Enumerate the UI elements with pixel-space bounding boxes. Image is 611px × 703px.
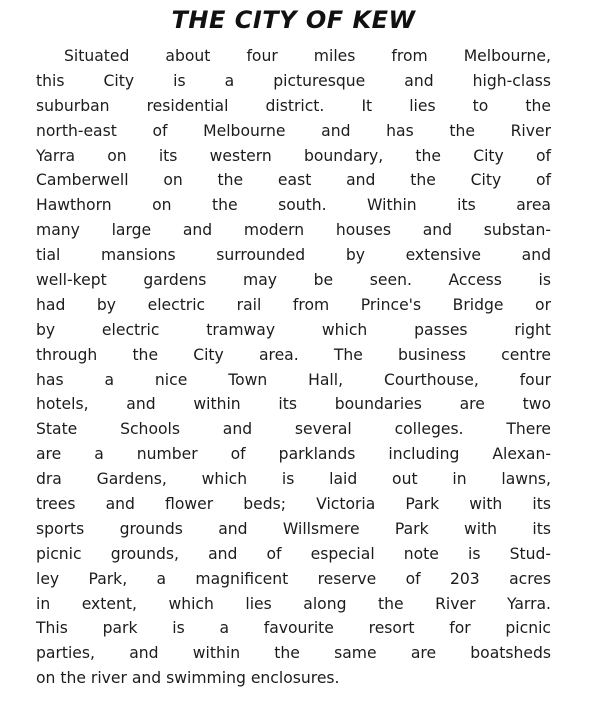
article-line: Hawthorn on the south. Within its area bbox=[36, 196, 551, 215]
article-title: THE CITY OF KEW bbox=[171, 6, 416, 34]
article-line: ley Park, a magnificent reserve of 203 acres bbox=[36, 569, 551, 588]
article-line: Situated about four miles from Melbourne, bbox=[64, 47, 551, 65]
article-line: by electric tramway which passes right bbox=[36, 320, 551, 339]
article-line: north-east of Melbourne and has the River bbox=[36, 121, 551, 140]
article-line: tial mansions surrounded by extensive and bbox=[36, 246, 551, 265]
article-line: Camberwell on the east and the City of bbox=[36, 171, 551, 190]
article-line: suburban residential district. It lies to the bbox=[36, 96, 551, 115]
article-line: are a number of parklands including Alexan- bbox=[36, 445, 551, 464]
article-line: This park is a favourite resort for picnic bbox=[36, 619, 551, 638]
article-line: this City is a picturesque and high-class bbox=[36, 71, 551, 90]
article-line: State Schools and several colleges. There bbox=[36, 420, 551, 439]
article-line: Yarra on its western boundary, the City of bbox=[36, 146, 551, 165]
article-line: dra Gardens, which is laid out in lawns, bbox=[36, 470, 551, 489]
article-line: on the river and swimming enclosures. bbox=[36, 669, 340, 688]
article-line: many large and modern houses and substan- bbox=[36, 221, 551, 240]
article-line: sports grounds and Willsmere Park with its bbox=[36, 519, 551, 538]
article-body bbox=[36, 44, 551, 691]
article-line: through the City area. The business centre bbox=[36, 345, 551, 364]
article-line: parties, and within the same are boatsheds bbox=[36, 644, 551, 663]
article-line: picnic grounds, and of especial note is Stud- bbox=[36, 544, 551, 563]
article-line: had by electric rail from Prince's Bridge or bbox=[36, 295, 551, 314]
article-line: in extent, which lies along the River Yarra. bbox=[36, 594, 551, 613]
article-line: hotels, and within its boundaries are two bbox=[36, 395, 551, 414]
article-line: trees and flower beds; Victoria Park with its bbox=[36, 495, 551, 514]
article-line: has a nice Town Hall, Courthouse, four bbox=[36, 370, 551, 389]
article-line: well-kept gardens may be seen. Access is bbox=[36, 271, 551, 290]
